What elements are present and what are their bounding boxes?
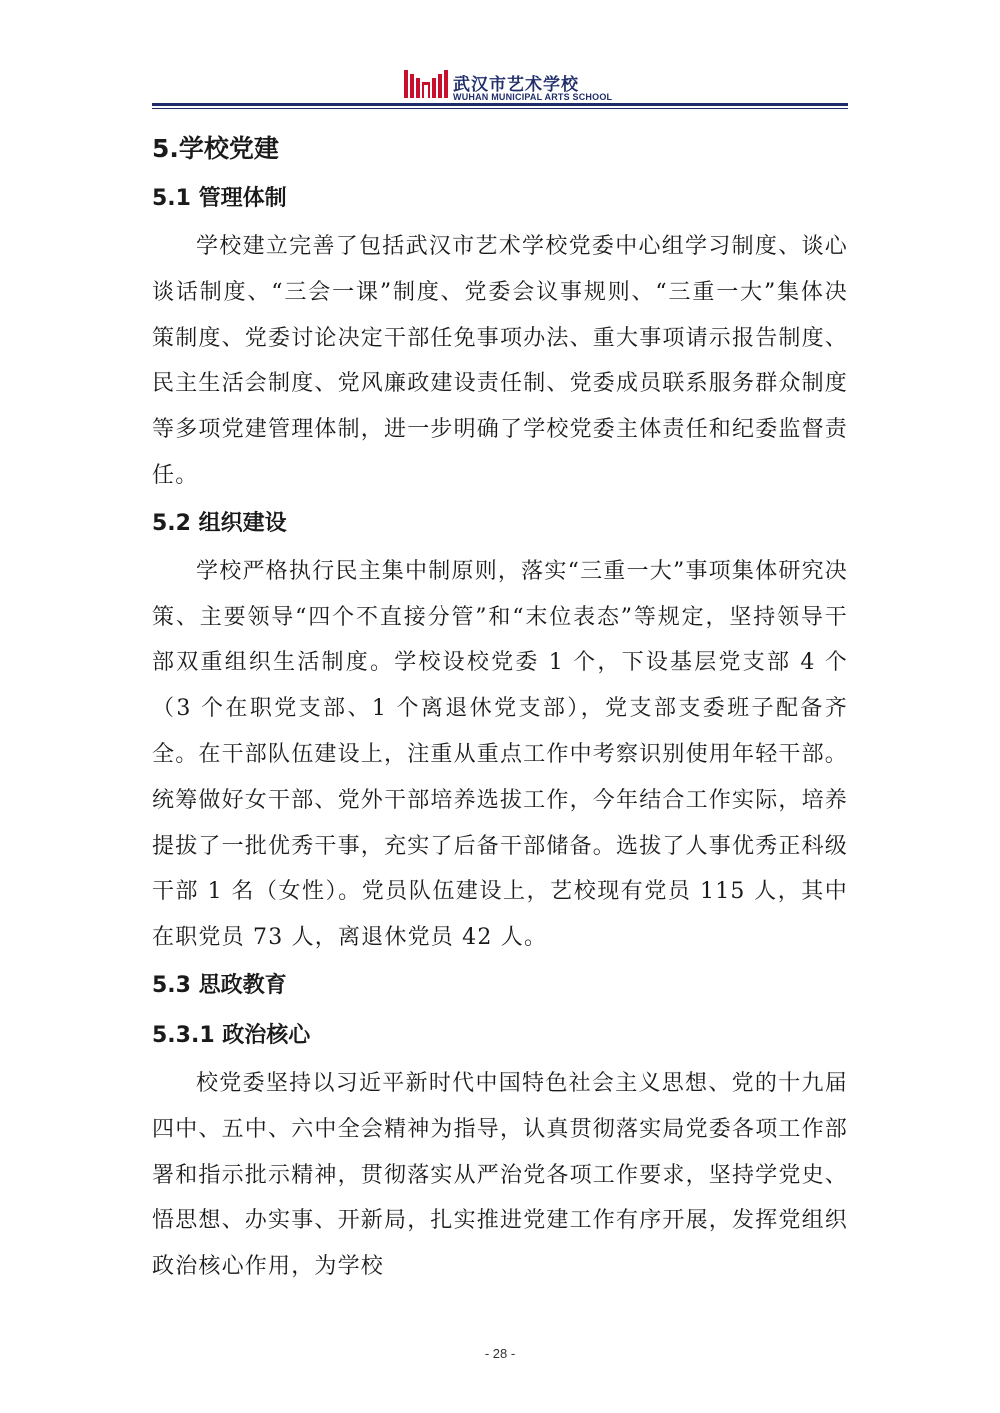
school-name-cn: 武汉市艺术学校: [453, 75, 579, 95]
section-5-2-paragraph: 学校严格执行民主集中制原则，落实“三重一大”事项集体研究决策、主要领导“四个不直接分管”和“末位表态”等规定，坚持领导干部双重组织生活制度。学校设校党委 1 个，下设基层党支部 4 个（3 个在职党支部、1 个离退休党支部），党支部支委班子配备齐全。在干部队伍建设上，注重从重点工作中考察识别使用年轻干部。统筹做好女干部、党外干部培养选拔工作，今年结合工作实际，培养提拔了一批优秀干事，充实了后备干部储备。选拔了人事优秀正科级干部 1 名（女性）。党员队伍建设上，艺校现有党员 115 人，其中在职党员 73 人，离退休党员 42 人。: [152, 558, 849, 951]
section-5-1-heading: 5.1 管理体制: [152, 186, 287, 211]
document-body: [152, 124, 848, 1290]
section-5-2-heading: 5.2 组织建设: [152, 510, 287, 536]
header-rule-thin: [152, 108, 848, 109]
page-number: - 28 -: [484, 1346, 516, 1361]
school-logo-icon: [404, 68, 448, 100]
section-5-3-heading: 5.3 思政教育: [152, 972, 287, 998]
section-5-3-1-paragraph: 校党委坚持以习近平新时代中国特色社会主义思想、党的十九届四中、五中、六中全会精神为指导，认真贯彻落实局党委各项工作部署和指示批示精神，贯彻落实从严治党各项工作要求，坚持学党史、悟思想、办实事、开新局，扎实推进党建工作有序开展，发挥党组织政治核心作用，为学校: [152, 1070, 849, 1280]
section-5-3-1-heading: 5.3.1 政治核心: [152, 1022, 311, 1048]
section-5-heading: 5.学校党建: [152, 134, 279, 163]
page-header: [0, 0, 1000, 110]
header-rule-thick: [152, 103, 848, 106]
section-5-1-paragraph: 学校建立完善了包括武汉市艺术学校党委中心组学习制度、谈心谈话制度、“三会一课”制度、党委会议事规则、“三重一大”集体决策制度、党委讨论决定干部任免事项办法、重大事项请示报告制度、民主生活会制度、党风廉政建设责任制、党委成员联系服务群众制度等多项党建管理体制，进一步明确了学校党委主体责任和纪委监督责任。: [152, 234, 849, 488]
school-name-en: WUHAN MUNICIPAL ARTS SCHOOL: [453, 92, 613, 102]
